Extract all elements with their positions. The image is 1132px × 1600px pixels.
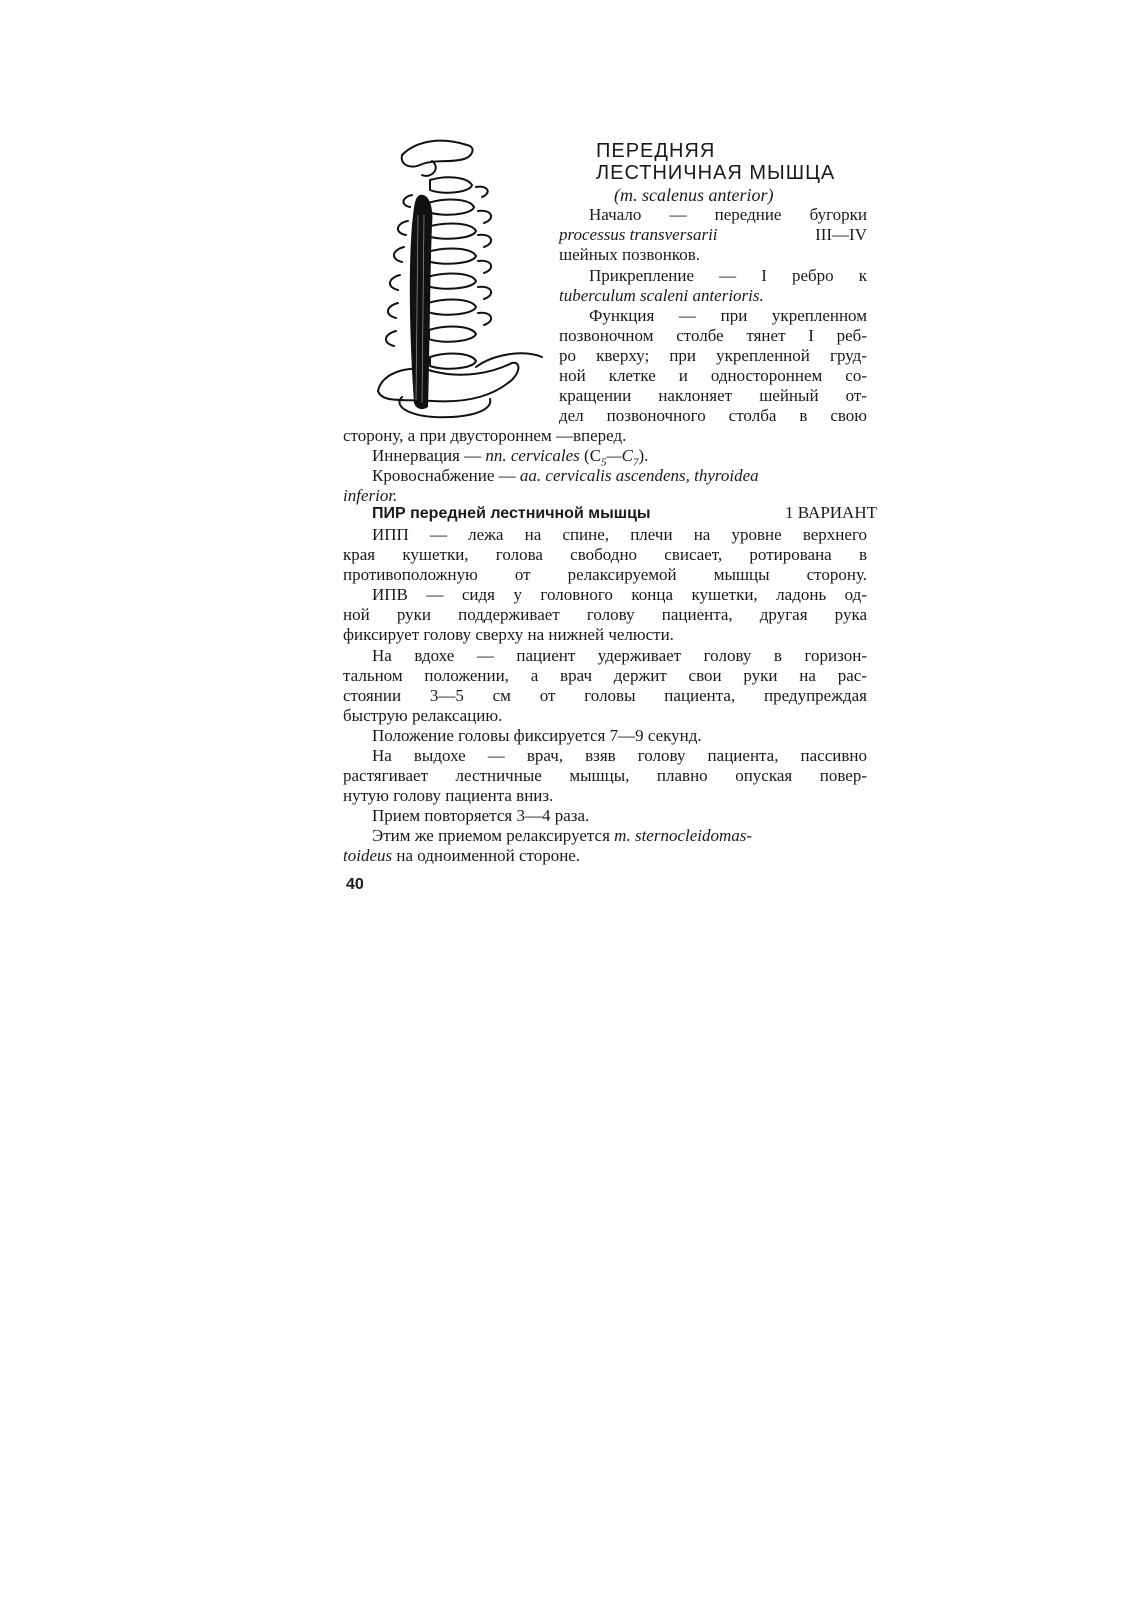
cervical-spine-illustration — [372, 135, 552, 435]
section-title: ПИР передней лестничной мышцы — [372, 505, 651, 522]
origin-range: III—IV — [815, 225, 867, 244]
origin-line-2 — [559, 225, 867, 245]
innervation-label: Иннервация — — [372, 446, 486, 465]
blood-supply-arteries: aa. cervicalis ascendens, thyroidea — [519, 466, 759, 485]
muscle-title — [596, 140, 886, 184]
innervation-seg-a: (C — [579, 446, 602, 465]
latin-title: (m. scalenus anterior) — [614, 185, 774, 205]
function-line-6: дел позвоночного столба в свою — [559, 406, 867, 425]
scm-text: Этим же приемом релаксируется — [372, 826, 615, 845]
function-line-3: ро кверху; при укрепленной груд- — [559, 346, 867, 365]
page-number: 40 — [346, 876, 364, 893]
ipp-line-3: противоположную от релаксируемой мышцы сторону. — [343, 565, 867, 584]
scm-latin-2: toideus — [343, 846, 393, 865]
hold-line: Положение головы фиксируется 7—9 секунд. — [372, 726, 702, 745]
inhale-line-4: быструю релаксацию. — [343, 706, 503, 725]
variant-label: 1 ВАРИАНТ — [785, 503, 877, 522]
exhale-line-1: На выдохе — врач, взяв голову пациента, пассивно — [372, 746, 867, 765]
insertion-line-2: tuberculum scaleni anterioris. — [559, 286, 764, 305]
function-line-5: кращении наклоняет шейный от- — [559, 386, 867, 405]
ipv-line-2: ной руки поддерживает голову пациента, другая рука — [343, 605, 867, 624]
origin-latin: processus transversarii — [559, 225, 718, 244]
title-line-2: ЛЕСТНИЧНАЯ МЫШЦА — [596, 162, 836, 184]
origin-line-3: шейных позвонков. — [559, 245, 700, 264]
scm-text-2: на одноименной стороне. — [392, 846, 581, 865]
exhale-line-2: растягивает лестничные мышцы, плавно опуская повер- — [343, 766, 867, 785]
scm-line-2 — [343, 846, 580, 866]
repeat-line: Прием повторяется 3—4 раза. — [372, 806, 590, 825]
scm-latin-1: m. sternocleidomas- — [614, 826, 753, 845]
title-line-1: ПЕРЕДНЯЯ — [596, 140, 716, 162]
innervation-sub-2: 7 — [633, 456, 639, 469]
innervation-nerves: nn. cervicales — [485, 446, 580, 465]
exhale-line-3: нутую голову пациента вниз. — [343, 786, 554, 805]
ipv-line-3: фиксирует голову сверху на нижней челюсти. — [343, 625, 674, 644]
ipp-line-2: края кушетки, голова свободно свисает, ротирована в — [343, 545, 867, 564]
innervation-seg-c: ). — [638, 446, 649, 465]
ipv-line-1: ИПВ — сидя у головного конца кушетки, ладонь од- — [372, 585, 867, 604]
ipp-line-1: ИПП — лежа на спине, плечи на уровне верхнего — [372, 525, 867, 544]
scm-line-1 — [372, 826, 867, 846]
innervation-seg-b: —C — [606, 446, 634, 465]
inhale-line-1: На вдохе — пациент удерживает голову в горизон- — [372, 646, 867, 665]
blood-supply-line-1 — [372, 466, 867, 486]
insertion-line-1: Прикрепление — I ребро к — [589, 266, 867, 285]
blood-supply-line-2: inferior. — [343, 486, 398, 505]
function-line-2: позвоночном столбе тянет I реб- — [559, 326, 867, 345]
function-line-7: сторону, а при двустороннем —вперед. — [343, 426, 627, 445]
inhale-line-2: тальном положении, а врач держит свои руки на рас- — [343, 666, 867, 685]
origin-line-1: Начало — передние бугорки — [589, 205, 867, 224]
innervation-sub-1: 5 — [601, 456, 607, 469]
inhale-line-3: стоянии 3—5 см от головы пациента, предупреждая — [343, 686, 867, 705]
section-heading — [372, 503, 877, 524]
function-line-1: Функция — при укрепленном — [589, 306, 867, 325]
blood-supply-label: Кровоснабжение — — [372, 466, 520, 485]
function-line-4: ной клетке и одностороннем со- — [559, 366, 867, 385]
